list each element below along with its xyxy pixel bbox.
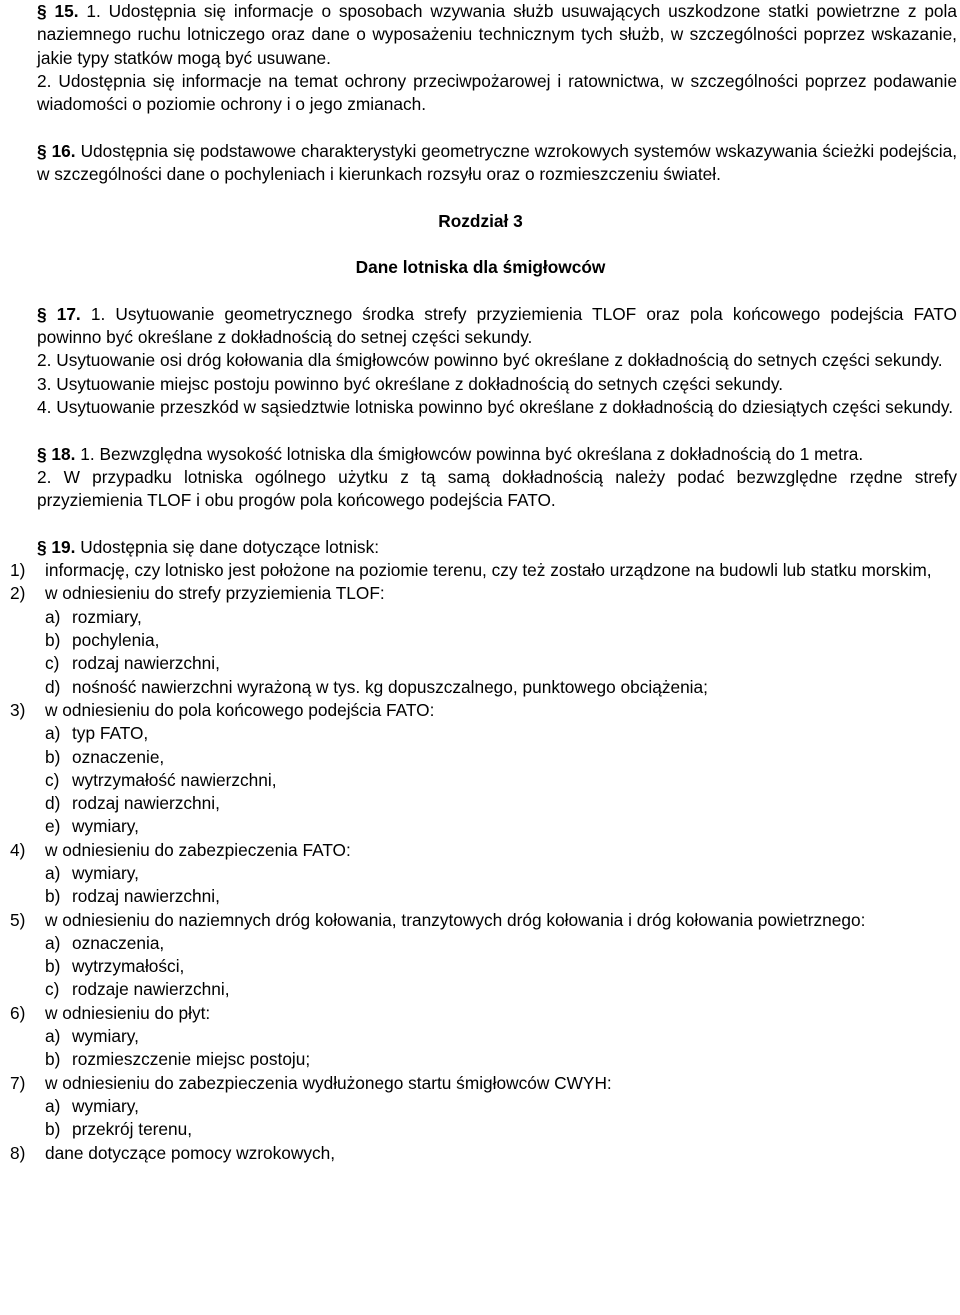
sub-item-text: wytrzymałość nawierzchni, xyxy=(72,769,277,790)
sub-item-letter: a) xyxy=(45,932,61,953)
sub-item-text: rodzaj nawierzchni, xyxy=(72,886,220,907)
section-number: § 15. xyxy=(37,1,79,21)
sub-item-text: typ FATO, xyxy=(72,723,149,744)
paragraph-17-2 xyxy=(4,349,957,372)
point-number: 2. xyxy=(37,466,52,487)
item-number: 3) xyxy=(10,699,26,720)
sub-item-text: rodzaje nawierzchni, xyxy=(72,979,230,1000)
paragraph-17-1 xyxy=(4,303,957,350)
sub-item-text: wymiary, xyxy=(72,1026,139,1047)
list-item xyxy=(4,1002,957,1025)
sub-item-letter: a) xyxy=(45,862,61,883)
paragraph-text: Usytuowanie osi dróg kołowania dla śmigłowców powinno być określane z dokładnością do setnych części sekundy. xyxy=(56,350,943,371)
sub-item xyxy=(4,955,957,978)
item-text: w odniesieniu do naziemnych dróg kołowania, tranzytowych dróg kołowania i dróg kołowania powietrznego: xyxy=(45,909,866,930)
sub-item xyxy=(4,792,957,815)
paragraph-17-4 xyxy=(4,396,957,419)
sub-item-text: pochylenia, xyxy=(72,630,160,651)
paragraph-18-1 xyxy=(4,443,957,466)
point-number: 2. xyxy=(37,350,52,371)
section-number: § 17. xyxy=(37,303,81,324)
list-item xyxy=(4,582,957,605)
sub-item-text: rodzaj nawierzchni, xyxy=(72,653,220,674)
sub-item-letter: d) xyxy=(45,793,61,814)
item-text: dane dotyczące pomocy wzrokowych, xyxy=(45,1142,336,1163)
sub-item-text: wymiary, xyxy=(72,862,139,883)
point-number: 4. xyxy=(37,397,52,418)
paragraph-text: Usytuowanie przeszkód w sąsiedztwie lotniska powinno być określane z dokładnością do dziesiątych części sekundy. xyxy=(56,397,954,418)
point-number: 3. xyxy=(37,373,52,394)
sub-item xyxy=(4,746,957,769)
paragraph-text: Usytuowanie geometrycznego środka strefy przyziemienia TLOF oraz pola końcowego podejścia FATO powinno być określane z dokładnością do setnej części sekundy. xyxy=(37,303,957,348)
point-number: 2. xyxy=(37,70,52,91)
sub-item-letter: b) xyxy=(45,630,61,651)
sub-item xyxy=(4,1025,957,1048)
sub-item-text: wytrzymałości, xyxy=(72,956,185,977)
section-number: § 19. xyxy=(37,536,76,557)
sub-item xyxy=(4,629,957,652)
sub-item xyxy=(4,1095,957,1118)
sub-item-letter: c) xyxy=(45,769,60,790)
sub-item-letter: a) xyxy=(45,1095,61,1116)
sub-item-letter: b) xyxy=(45,1049,61,1070)
paragraph-18-2 xyxy=(4,466,957,513)
sub-item xyxy=(4,606,957,629)
sub-item-text: przekrój terenu, xyxy=(72,1119,193,1140)
sub-item-text: wymiary, xyxy=(72,816,139,837)
item-text: w odniesieniu do zabezpieczenia wydłużonego startu śmigłowców CWYH: xyxy=(45,1072,612,1093)
list-item xyxy=(4,559,957,582)
item-text: w odniesieniu do strefy przyziemienia TLOF: xyxy=(45,583,385,604)
paragraph-17-3 xyxy=(4,373,957,396)
item-number: 5) xyxy=(10,909,26,930)
sub-item-text: rozmiary, xyxy=(72,606,142,627)
item-text: w odniesieniu do pola końcowego podejścia FATO: xyxy=(45,699,435,720)
sub-item-letter: a) xyxy=(45,606,61,627)
item-number: 7) xyxy=(10,1072,26,1093)
paragraph-text: W przypadku lotniska ogólnego użytku z tą samą dokładnością należy podać bezwzględne rzędne strefy przyziemienia TLOF i obu progów pola końcowego podejścia FATO. xyxy=(37,466,957,511)
sub-item-letter: c) xyxy=(45,979,60,1000)
sub-item xyxy=(4,815,957,838)
sub-item-letter: e) xyxy=(45,816,61,837)
sub-item xyxy=(4,1048,957,1071)
sub-item-letter: b) xyxy=(45,956,61,977)
paragraph-19-intro xyxy=(4,536,957,559)
sub-item xyxy=(4,885,957,908)
sub-item-text: oznaczenie, xyxy=(72,746,165,767)
item-number: 6) xyxy=(10,1002,26,1023)
sub-item-text: oznaczenia, xyxy=(72,932,165,953)
section-number: § 18. xyxy=(37,443,76,464)
sub-item xyxy=(4,676,957,699)
paragraph-text: Usytuowanie miejsc postoju powinno być określane z dokładnością do setnych części sekundy. xyxy=(56,373,784,394)
paragraph-text: Bezwzględna wysokość lotniska dla śmigłowców powinna być określana z dokładnością do 1 metra. xyxy=(99,443,864,464)
sub-item-letter: a) xyxy=(45,1026,61,1047)
sub-item-text: wymiary, xyxy=(72,1095,139,1116)
sub-item-letter: b) xyxy=(45,746,61,767)
item-text: w odniesieniu do płyt: xyxy=(45,1002,211,1023)
sub-item-text: rozmieszczenie miejsc postoju; xyxy=(72,1049,311,1070)
paragraph-15-1 xyxy=(4,0,957,70)
item-text: informację, czy lotnisko jest położone na poziomie terenu, czy też zostało urządzone na budowli lub statku morskim, xyxy=(45,560,932,581)
item-number: 1) xyxy=(10,560,26,581)
sub-item xyxy=(4,652,957,675)
sub-item xyxy=(4,862,957,885)
list-item xyxy=(4,1142,957,1165)
sub-item-letter: b) xyxy=(45,1119,61,1140)
item-text: w odniesieniu do zabezpieczenia FATO: xyxy=(45,839,351,860)
sub-item-text: rodzaj nawierzchni, xyxy=(72,793,220,814)
sub-item-letter: d) xyxy=(45,676,61,697)
paragraph-text: Udostępnia się informacje na temat ochrony przeciwpożarowej i ratownictwa, w szczególności poprzez podawanie wiadomości o poziomie ochrony i o jego zmianach. xyxy=(37,70,957,115)
list-item xyxy=(4,699,957,722)
sub-item-text: nośność nawierzchni wyrażoną w tys. kg dopuszczalnego, punktowego obciążenia; xyxy=(72,676,708,697)
sub-item-letter: c) xyxy=(45,653,60,674)
document-page xyxy=(4,0,957,1165)
point-number: 1. xyxy=(86,1,101,21)
sub-item xyxy=(4,769,957,792)
paragraph-text: Udostępnia się dane dotyczące lotnisk: xyxy=(80,536,380,557)
item-number: 2) xyxy=(10,583,26,604)
paragraph-text: Udostępnia się informacje o sposobach wzywania służb usuwających uszkodzone statki powietrzne z pola naziemnego ruchu lotniczego oraz dane o wyposażeniu technicznym tych służb, w szczególności poprzez wskazanie, jakie typy statków mogą być usuwane. xyxy=(37,1,957,68)
chapter-label: Rozdział 3 xyxy=(438,210,523,231)
sub-item-letter: a) xyxy=(45,723,61,744)
chapter-title: Dane lotniska dla śmigłowców xyxy=(355,257,606,278)
section-number: § 16. xyxy=(37,140,76,161)
paragraph-16 xyxy=(4,140,957,187)
sub-item xyxy=(4,722,957,745)
item-number: 8) xyxy=(10,1142,26,1163)
sub-item xyxy=(4,1118,957,1141)
point-number: 1. xyxy=(90,303,106,324)
sub-item-letter: b) xyxy=(45,886,61,907)
point-number: 1. xyxy=(80,443,95,464)
list-item xyxy=(4,839,957,862)
sub-item xyxy=(4,932,957,955)
item-number: 4) xyxy=(10,839,26,860)
sub-item xyxy=(4,978,957,1001)
list-item xyxy=(4,909,957,932)
list-item xyxy=(4,1072,957,1095)
paragraph-15-2 xyxy=(4,70,957,117)
paragraph-text: Udostępnia się podstawowe charakterystyki geometryczne wzrokowych systemów wskazywania ścieżki podejścia, w szczególności dane o pochyleniach i kierunkach rozsyłu oraz o rozmieszczeniu świateł. xyxy=(37,140,958,185)
